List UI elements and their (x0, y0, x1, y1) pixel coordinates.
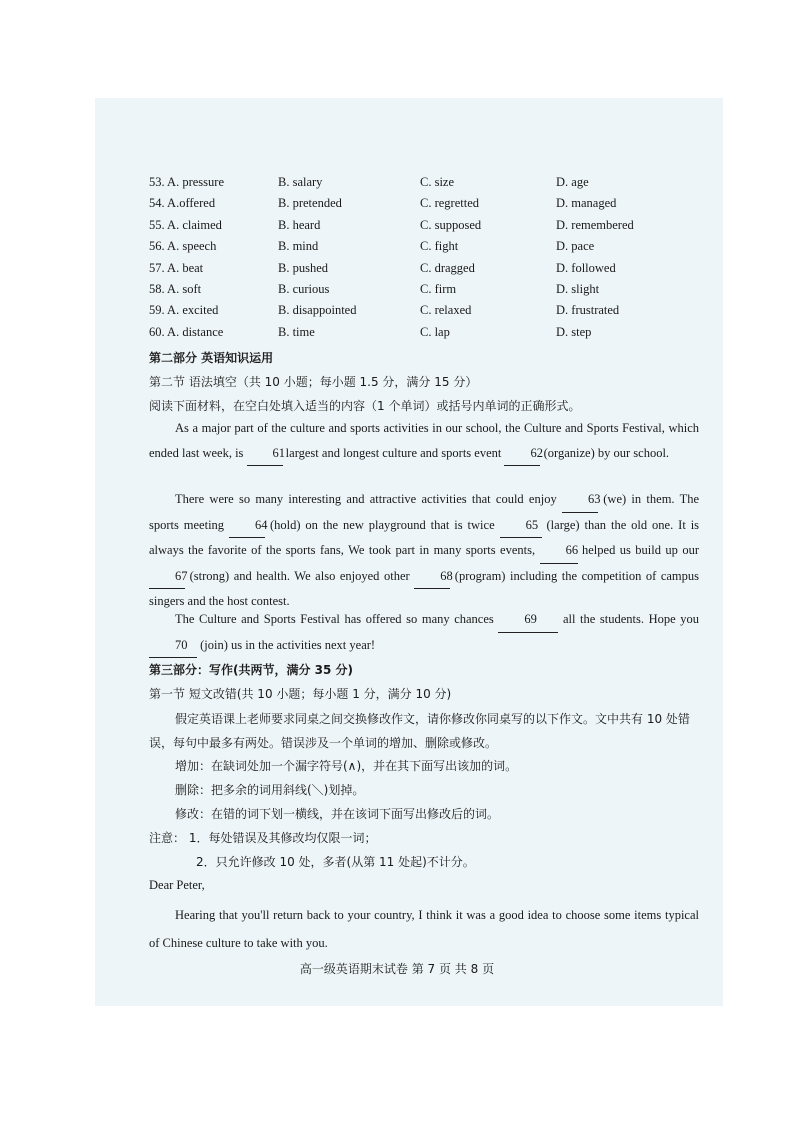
section2-heading: 第二节 语法填空（共 10 小题；每小题 1.5 分，满分 15 分） (149, 375, 478, 389)
option-a: 55. A. claimed (149, 217, 222, 232)
note-1: 注意： 1．每处错误及其修改均仅限一词； (149, 831, 377, 845)
option-c: C. supposed (420, 217, 482, 232)
choice-row (149, 218, 709, 239)
option-d: D. frustrated (556, 303, 620, 318)
letter-body: Hearing that you'll return back to your country, I think it was a good idea to choose some items typical of Chinese culture to take with you. (149, 908, 699, 950)
option-c: C. dragged (420, 260, 475, 275)
option-b: B. time (278, 324, 315, 339)
option-d: D. slight (556, 281, 600, 296)
option-b: B. mind (278, 239, 319, 254)
option-c: C. firm (420, 281, 457, 296)
option-d: D. pace (556, 239, 595, 254)
instruction-modify: 修改：在错的词下划一横线，并在该词下面写出修改后的词。 (175, 807, 500, 821)
option-d: D. age (556, 175, 589, 189)
choice-row (149, 303, 709, 324)
option-a: 59. A. excited (149, 303, 219, 318)
letter-greeting: Dear Peter, (149, 878, 205, 892)
option-a: 60. A. distance (149, 324, 224, 339)
option-a: 58. A. soft (149, 281, 202, 296)
note-2: 2．只允许修改 10 处，多者(从第 11 处起)不计分。 (196, 855, 475, 869)
option-a: 56. A. speech (149, 239, 217, 254)
correction-instructions: 假定英语课上老师要求同桌之间交换修改作文，请你修改你同桌写的以下作文。文中共有 10 处错误，每句中最多有两处。错误涉及一个单词的增加、删除或修改。 (149, 712, 690, 750)
passage-paragraph-3: The Culture and Sports Festival has offered so many chances 69 all the students. Hope you 70 (join) us in the activities next year! (149, 607, 699, 658)
option-b: B. salary (278, 175, 323, 189)
option-b: B. heard (278, 217, 321, 232)
blank-70: 70 (149, 633, 197, 659)
passage-paragraph-2: There were so many interesting and attractive activities that could enjoy 63 (we) in them. The sports meeting 64 (hold) on the new playground that is twice 65 (large) than the old one. It is always the favorite of the sports fans, We took part in many sports events, 66 helped us build up our 67 (strong) and health. We also enjoyed other 68 (program) including the competition of campus singers and the host contest. (149, 487, 699, 614)
blank-63: 63 (562, 487, 598, 513)
choice-row (149, 175, 709, 196)
choice-row (149, 196, 709, 217)
option-b: B. disappointed (278, 303, 357, 318)
option-a: 54. A.offered (149, 196, 216, 211)
part3-heading: 第三部分：写作(共两节，满分 35 分) (149, 663, 354, 677)
blank-67: 67 (149, 564, 185, 590)
page-footer: 高一级英语期末试卷 第 7 页 共 8 页 (299, 962, 495, 976)
section1-heading: 第一节 短文改错(共 10 小题；每小题 1 分，满分 10 分) (149, 687, 452, 701)
option-c: C. relaxed (420, 303, 472, 318)
choice-row (149, 325, 709, 346)
blank-69: 69 (498, 607, 558, 633)
blank-64: 64 (229, 513, 265, 539)
passage-paragraph-1: As a major part of the culture and sports activities in our school, the Culture and Sports Festival, which ended last week, is 61 largest and longest culture and sports event 62 (organize) by our school. (149, 416, 699, 466)
blank-68: 68 (414, 564, 450, 590)
instruction-add: 增加：在缺词处加一个漏字符号(∧)，并在其下面写出该加的词。 (175, 759, 518, 773)
option-b: B. curious (278, 281, 330, 296)
instruction-delete: 删除：把多余的词用斜线(＼)划掉。 (175, 783, 365, 797)
blank-62: 62 (504, 441, 540, 467)
choice-row (149, 282, 709, 303)
option-d: D. managed (556, 196, 617, 211)
option-d: D. remembered (556, 217, 634, 232)
section2-instruction: 阅读下面材料，在空白处填入适当的内容（1 个单词）或括号内单词的正确形式。 (149, 399, 581, 413)
option-c: C. lap (420, 324, 450, 339)
option-d: D. followed (556, 260, 616, 275)
choice-row (149, 261, 709, 282)
option-a: 53. A. pressure (149, 175, 224, 189)
option-a: 57. A. beat (149, 260, 204, 275)
part2-heading: 第二部分 英语知识运用 (149, 351, 274, 365)
option-c: C. regretted (420, 196, 480, 211)
option-b: B. pushed (278, 260, 328, 275)
option-b: B. pretended (278, 196, 342, 211)
blank-66: 66 (540, 538, 578, 564)
choice-row (149, 239, 709, 260)
multiple-choice-options (149, 175, 709, 346)
blank-61: 61 (247, 441, 283, 467)
option-c: C. size (420, 175, 455, 189)
blank-65: 65 (500, 513, 542, 539)
option-d: D. step (556, 324, 592, 339)
option-c: C. fight (420, 239, 459, 254)
